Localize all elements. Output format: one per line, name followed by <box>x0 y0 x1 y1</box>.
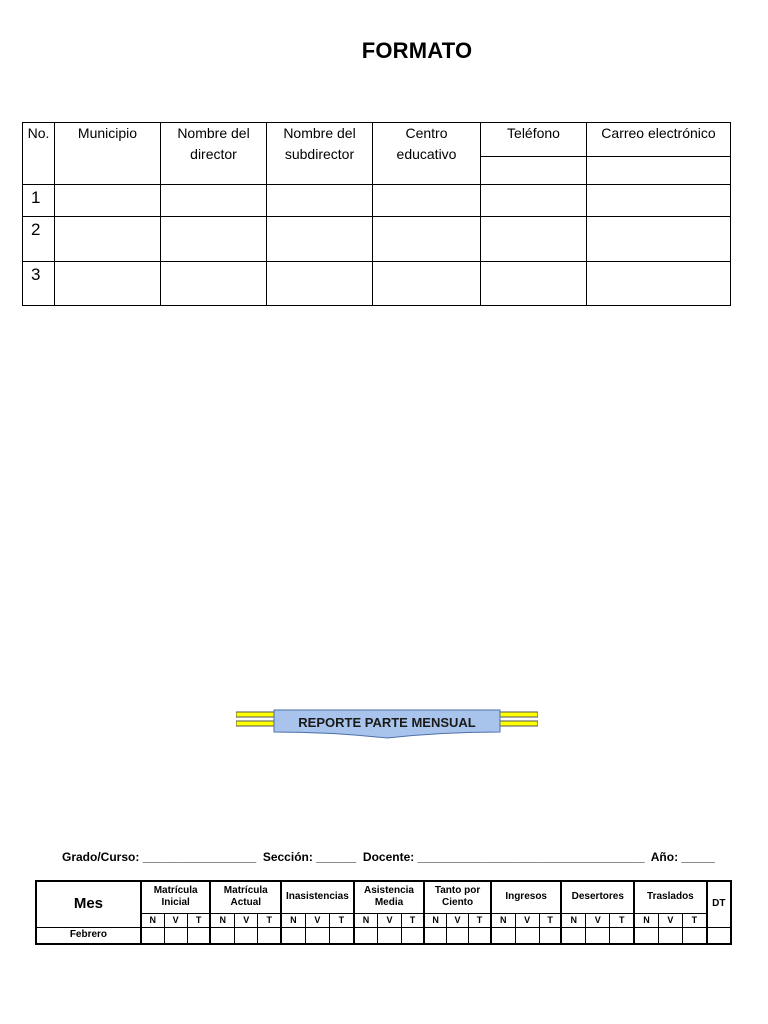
cell[interactable] <box>55 185 161 217</box>
sub-t: T <box>539 913 561 927</box>
docente-label: Docente: <box>362 850 415 864</box>
cell[interactable] <box>378 927 401 944</box>
sub-n: N <box>634 913 658 927</box>
telefono-subcell <box>481 157 587 185</box>
header-director: Nombre del director <box>161 123 267 185</box>
sub-v: V <box>305 913 329 927</box>
cell[interactable] <box>161 185 267 217</box>
cell[interactable] <box>258 927 281 944</box>
header-mes: Mes <box>36 881 141 927</box>
cell[interactable] <box>267 217 373 262</box>
table-row <box>23 217 731 262</box>
cell[interactable] <box>161 217 267 262</box>
sub-n: N <box>210 913 234 927</box>
docente-field[interactable]: __________________________________ <box>417 850 645 864</box>
cell[interactable] <box>164 927 187 944</box>
report-banner <box>236 708 538 740</box>
cell[interactable] <box>707 927 731 944</box>
cell[interactable] <box>267 185 373 217</box>
grado-label: Grado/Curso: <box>62 850 140 864</box>
header-centro: Centro educativo <box>373 123 481 185</box>
directory-table <box>22 122 731 306</box>
cell[interactable] <box>329 927 353 944</box>
cell[interactable] <box>424 927 446 944</box>
cell[interactable] <box>141 927 164 944</box>
header-matricula-inicial: Matrícula Inicial <box>141 881 211 913</box>
sub-n: N <box>561 913 585 927</box>
header-municipio: Municipio <box>55 123 161 185</box>
cell[interactable] <box>587 262 731 306</box>
page-title: FORMATO <box>361 38 473 63</box>
cell[interactable] <box>539 927 561 944</box>
header-inasistencias: Inasistencias <box>281 881 354 913</box>
month-label: Febrero <box>36 927 141 944</box>
sub-v: V <box>164 913 187 927</box>
header-desertores: Desertores <box>561 881 634 913</box>
header-no: No. <box>23 123 55 185</box>
table-row <box>36 927 731 944</box>
monthly-report-table <box>35 880 732 945</box>
cell[interactable] <box>373 185 481 217</box>
sub-v: V <box>515 913 539 927</box>
sub-n: N <box>354 913 378 927</box>
cell[interactable] <box>446 927 468 944</box>
cell[interactable] <box>587 217 731 262</box>
form-header-line <box>62 850 715 864</box>
sub-t: T <box>258 913 281 927</box>
cell[interactable] <box>235 927 258 944</box>
seccion-field[interactable]: ______ <box>316 850 357 864</box>
anio-label: Año: <box>650 850 679 864</box>
sub-v: V <box>378 913 401 927</box>
sub-t: T <box>683 913 707 927</box>
cell[interactable] <box>587 185 731 217</box>
cell[interactable] <box>481 262 587 306</box>
cell[interactable] <box>305 927 329 944</box>
header-dt: DT <box>707 881 731 927</box>
row-number: 1 <box>23 185 55 217</box>
sub-t: T <box>329 913 353 927</box>
row-number: 2 <box>23 217 55 262</box>
cell[interactable] <box>55 262 161 306</box>
cell[interactable] <box>515 927 539 944</box>
sub-n: N <box>491 913 515 927</box>
cell[interactable] <box>469 927 491 944</box>
cell[interactable] <box>658 927 682 944</box>
header-subdirector: Nombre del subdirector <box>267 123 373 185</box>
cell[interactable] <box>281 927 305 944</box>
header-correo: Carreo electrónico <box>587 123 731 157</box>
header-asistencia-media: Asistencia Media <box>354 881 425 913</box>
row-number: 3 <box>23 262 55 306</box>
cell[interactable] <box>491 927 515 944</box>
seccion-label: Sección: <box>262 850 313 864</box>
cell[interactable] <box>586 927 610 944</box>
sub-v: V <box>658 913 682 927</box>
sub-t: T <box>610 913 634 927</box>
sub-t: T <box>469 913 491 927</box>
sub-n: N <box>281 913 305 927</box>
sub-v: V <box>235 913 258 927</box>
header-telefono: Teléfono <box>481 123 587 157</box>
correo-subcell <box>587 157 731 185</box>
header-tanto-por-ciento: Tanto por Ciento <box>424 881 491 913</box>
header-matricula-actual: Matrícula Actual <box>210 881 281 913</box>
header-traslados: Traslados <box>634 881 707 913</box>
cell[interactable] <box>481 217 587 262</box>
cell[interactable] <box>210 927 234 944</box>
cell[interactable] <box>161 262 267 306</box>
anio-field[interactable]: _____ <box>681 850 715 864</box>
table-row <box>23 262 731 306</box>
sub-t: T <box>187 913 210 927</box>
cell[interactable] <box>55 217 161 262</box>
cell[interactable] <box>354 927 378 944</box>
sub-v: V <box>586 913 610 927</box>
sub-n: N <box>141 913 164 927</box>
sub-t: T <box>401 913 424 927</box>
table-row <box>23 185 731 217</box>
header-ingresos: Ingresos <box>491 881 562 913</box>
cell[interactable] <box>561 927 585 944</box>
cell[interactable] <box>683 927 707 944</box>
cell[interactable] <box>373 262 481 306</box>
cell[interactable] <box>267 262 373 306</box>
cell[interactable] <box>610 927 634 944</box>
sub-n: N <box>424 913 446 927</box>
sub-v: V <box>446 913 468 927</box>
grado-field[interactable]: _________________ <box>142 850 257 864</box>
banner-title: REPORTE PARTE MENSUAL <box>298 715 476 730</box>
cell[interactable] <box>481 185 587 217</box>
cell[interactable] <box>634 927 658 944</box>
cell[interactable] <box>187 927 210 944</box>
cell[interactable] <box>401 927 424 944</box>
cell[interactable] <box>373 217 481 262</box>
